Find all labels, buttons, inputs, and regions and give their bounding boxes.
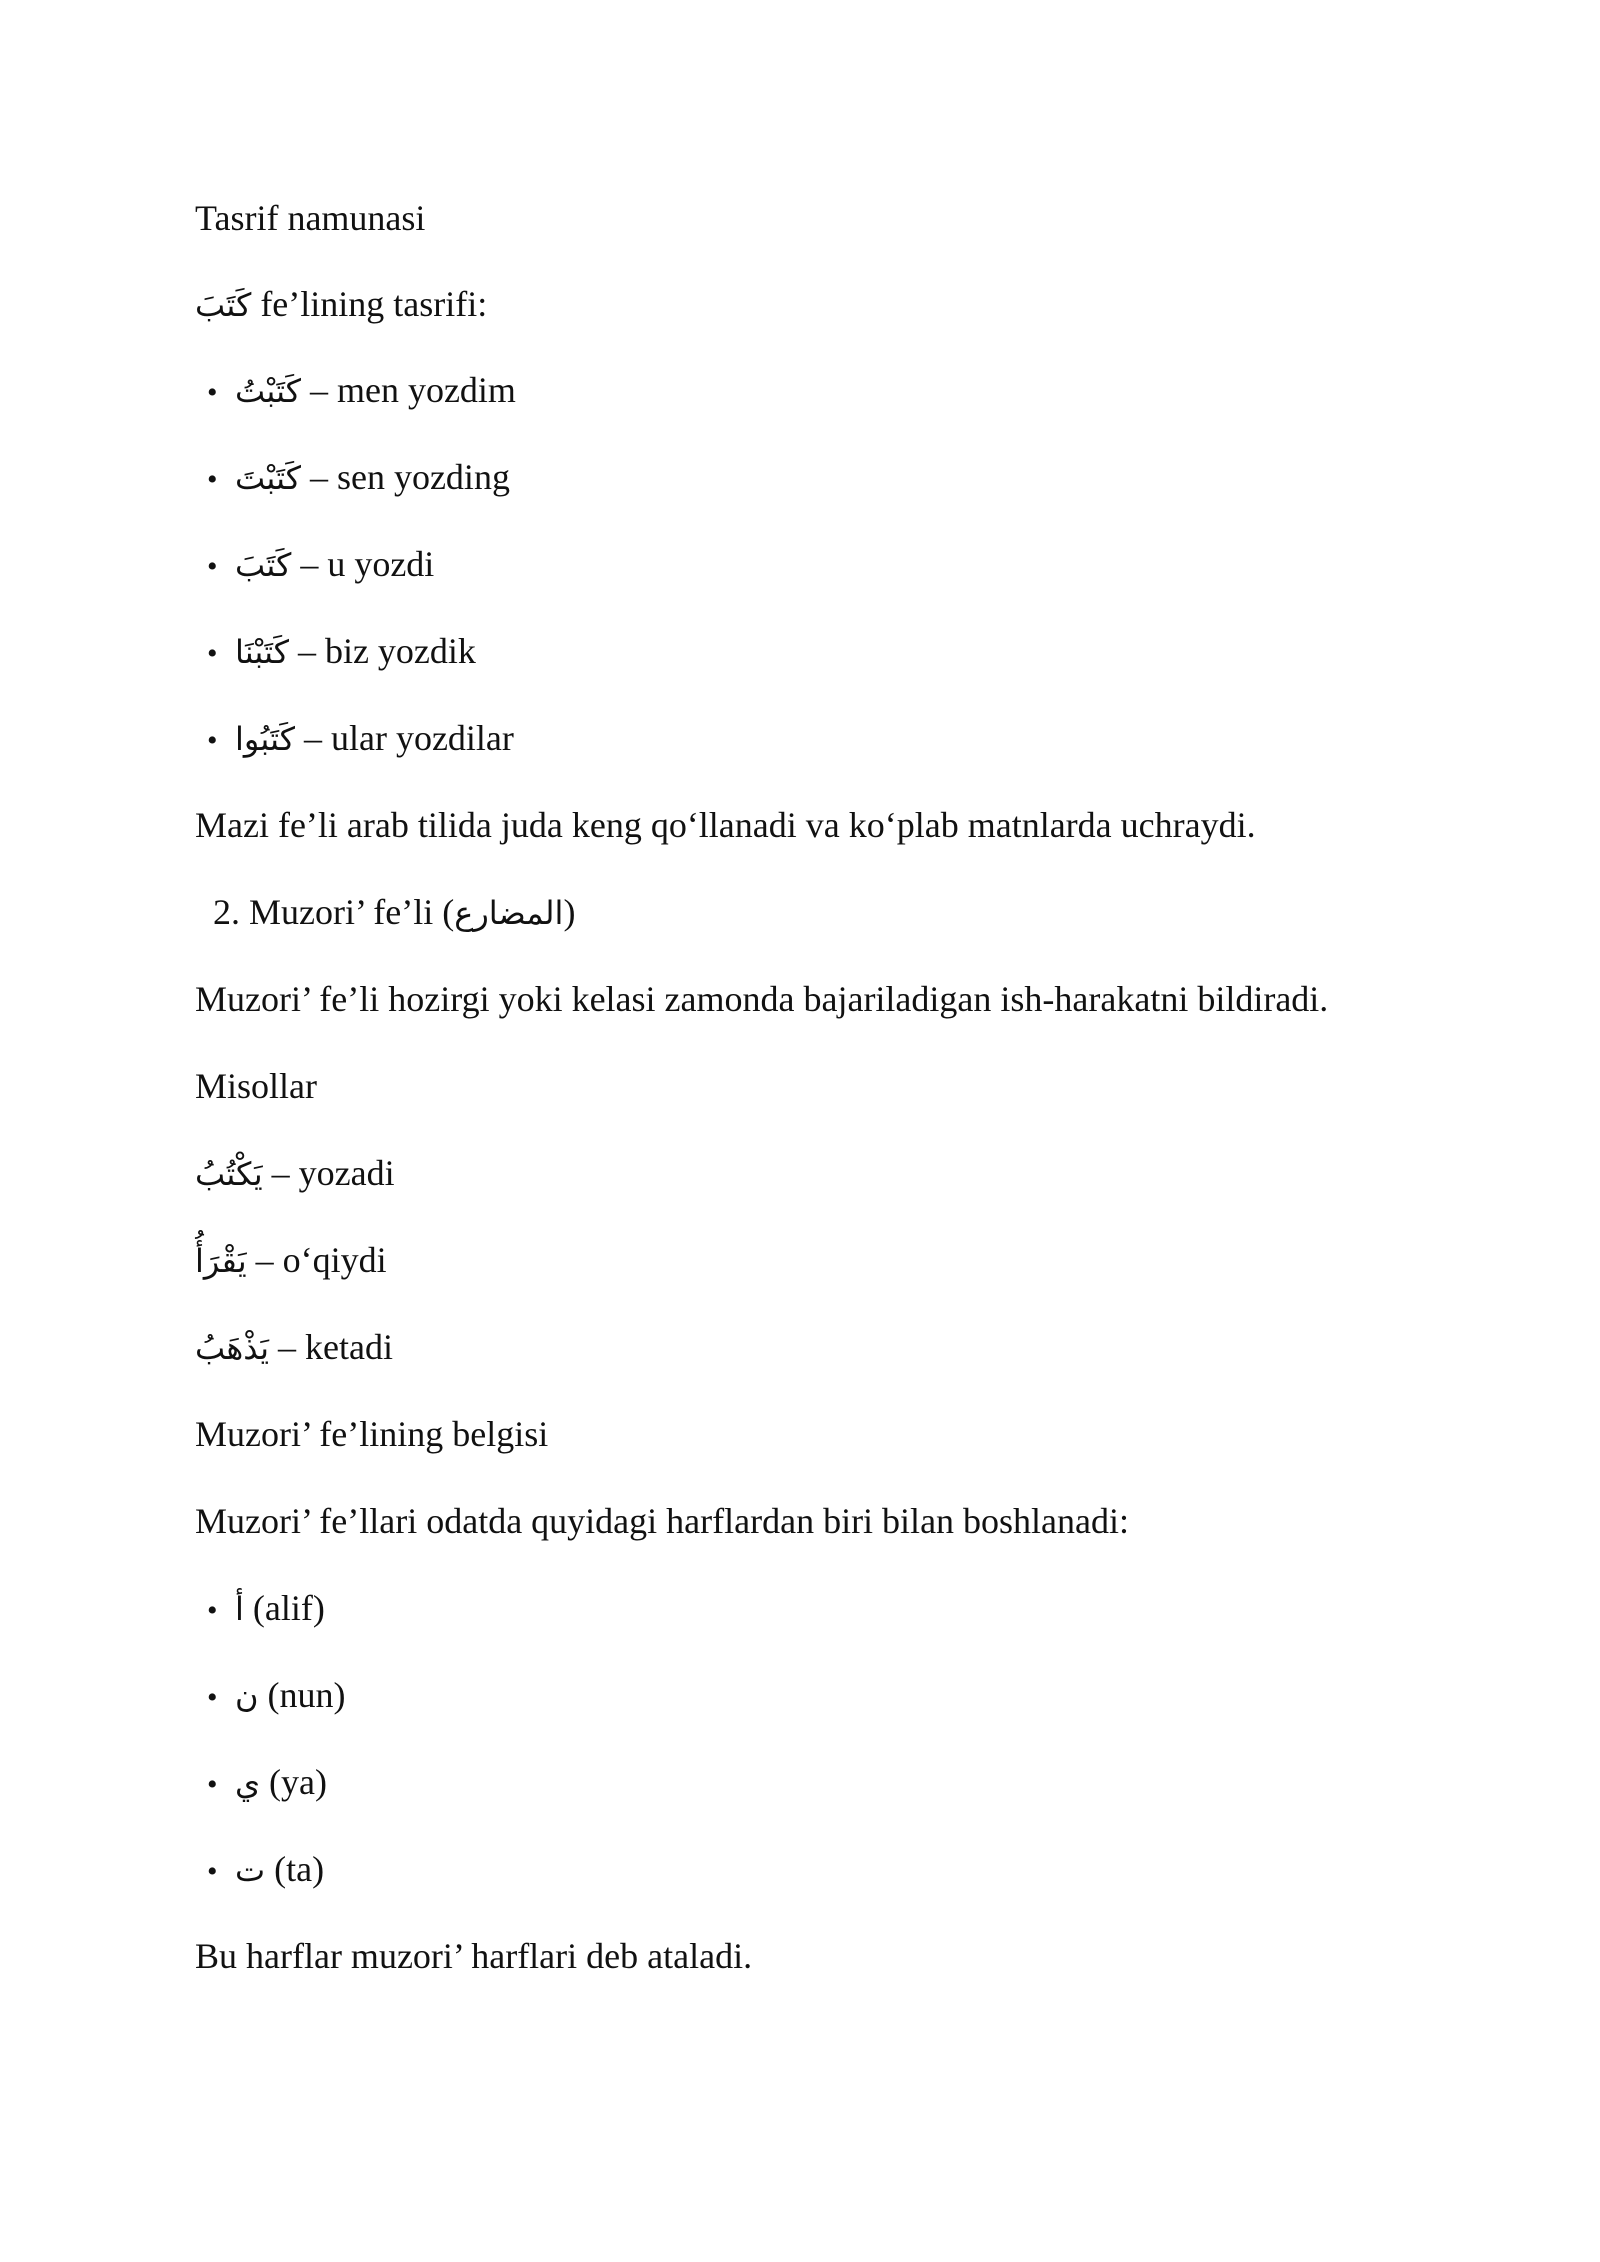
- bullet-icon: •: [207, 1768, 218, 1801]
- letter-item: [207, 1673, 345, 1720]
- muzori-definition: Muzori’ fe’li hozirgi yoki kelasi zamonda bajariladigan ish-harakatni bildiradi.: [195, 979, 1329, 1019]
- translation: – ketadi: [269, 1327, 393, 1367]
- bullet-icon: •: [207, 463, 218, 496]
- tasrif-intro: [195, 282, 487, 327]
- section-number: 2.: [213, 892, 240, 932]
- example-item: [195, 1325, 393, 1370]
- arabic-word: كَتَبَ: [235, 546, 292, 584]
- arabic-word: كَتَبْنَا: [235, 633, 289, 671]
- bullet-icon: •: [207, 1855, 218, 1888]
- bullet-icon: •: [207, 637, 218, 670]
- arabic-word: كَتَبُوا: [235, 720, 295, 758]
- letter-name: (ta): [265, 1849, 325, 1889]
- letter-item: [207, 1760, 327, 1807]
- translation: – men yozdim: [300, 370, 516, 410]
- closing-note: Bu harflar muzori’ harflari deb ataladi.: [195, 1936, 753, 1976]
- translation: – biz yozdik: [288, 631, 476, 671]
- letter-name: (alif): [243, 1588, 325, 1628]
- arabic-letter: ي: [235, 1764, 261, 1802]
- bullet-icon: •: [207, 1594, 218, 1627]
- intro-text: fe’lining tasrifi:: [251, 284, 488, 324]
- arabic-word: يَقْرَأُ: [195, 1242, 247, 1280]
- bullet-icon: •: [207, 724, 218, 757]
- belgisi-intro: Muzori’ fe’llari odatda quyidagi harflardan biri bilan boshlanadi:: [195, 1501, 1130, 1541]
- arabic-word: يَكْتُبُ: [195, 1155, 263, 1193]
- translation: – u yozdi: [291, 544, 435, 584]
- arabic-term: المضارع: [454, 894, 564, 932]
- letter-name: (nun): [258, 1675, 346, 1715]
- tasrif-item: [207, 629, 476, 676]
- tasrif-item: [207, 368, 516, 415]
- example-item: [195, 1151, 395, 1196]
- mazi-note: Mazi fe’li arab tilida juda keng qo‘llanadi va ko‘plab matnlarda uchraydi.: [195, 805, 1256, 845]
- arabic-letter: أ: [235, 1590, 244, 1628]
- translation: – yozadi: [262, 1153, 395, 1193]
- heading-misollar: Misollar: [195, 1066, 317, 1106]
- arabic-letter: ن: [235, 1677, 259, 1715]
- heading-tasrif: Tasrif namunasi: [195, 198, 426, 238]
- tasrif-item: [207, 455, 510, 502]
- arabic-word: كَتَبْتَ: [235, 459, 301, 497]
- bullet-icon: •: [207, 1681, 218, 1714]
- bullet-icon: •: [207, 550, 218, 583]
- arabic-word: يَذْهَبُ: [195, 1329, 269, 1367]
- tasrif-item: [207, 716, 514, 763]
- arabic-word: كَتَبَ: [195, 286, 252, 324]
- arabic-letter: ت: [235, 1851, 266, 1889]
- heading-belgisi: Muzori’ fe’lining belgisi: [195, 1414, 549, 1454]
- section-heading-2: 2. Muzori’ fe’li (المضارع): [213, 892, 576, 932]
- arabic-word: كَتَبْتُ: [235, 372, 301, 410]
- bullet-icon: •: [207, 376, 218, 409]
- letter-item: [207, 1586, 325, 1633]
- section-title: Muzori’ fe’li (: [240, 892, 455, 932]
- translation: – sen yozding: [300, 457, 510, 497]
- example-item: [195, 1238, 387, 1283]
- tasrif-item: [207, 542, 434, 589]
- letter-name: (ya): [260, 1762, 328, 1802]
- letter-item: [207, 1847, 324, 1894]
- translation: – o‘qiydi: [246, 1240, 387, 1280]
- translation: – ular yozdilar: [294, 718, 514, 758]
